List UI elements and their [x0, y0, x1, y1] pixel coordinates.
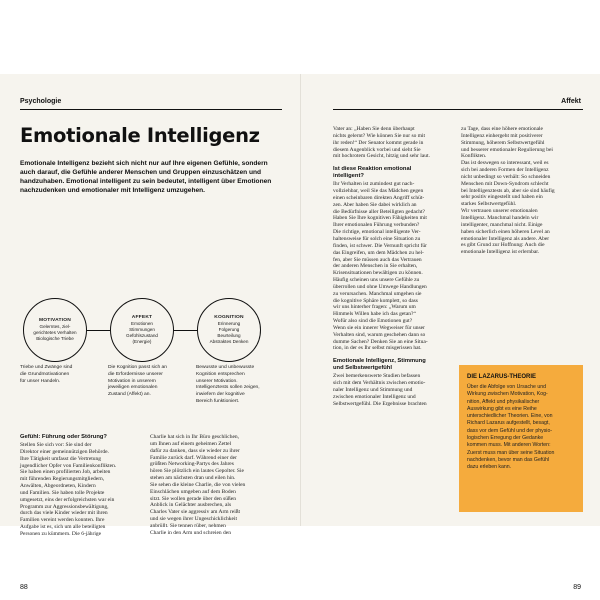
section-label-left: Psychologie: [20, 98, 62, 105]
body-text: Stellen Sie sich vor: Sie sind der Direktor einer gemeinnützigen Behörde. Ihre Tätigkeit umfasst die Vertretung jugendlicher Opfer von Familienkonflikten. Sie haben einen profilierten Job, arbeiten mit führenden Regierungsmitgliedern, Anwälten, Abgeordneten, Kindern und Familien. Sie haben tolle Projekte umgesetzt, eins der erfolgreichsten war ein Programm zur Aggressionsbewältigung, durch das viele Kinder wieder mit ihren Familien vereint werden konnten. Ihre Aufgabe ist es, sich um alle beteiligten Personen zu kümmern. Die 6-jährige: [20, 442, 117, 537]
motivation-description: Triebe und Zwänge sind die Grundmotivationen für unser Handeln.: [20, 365, 73, 384]
kognition-circle: [197, 298, 261, 362]
circle-title: AFFEKT: [131, 315, 153, 320]
affekt-description: Die Kognition passt sich an die Erfordernisse unserer Motivation in unserem jeweiligen emotionalen Zustand (Affekt) an.: [108, 365, 167, 398]
body-text: zu Tage, dass eine höhere emotionale Intelligenz einhergeht mit positiverer Stimmung, höherem Selbstwertgefühl und besserer emotionaler Regulierung bei Konflikten. Das ist deswegen so interessant, weil es sich bei anderen Formen der Intelligenz nicht unbedingt so verhält: So schneiden Menschen mit Down-Syndrom schlecht bei Intelligenztests ab, aber sie sind häufig sehr positiv eingestellt und haben ein starkes Selbstwertgefühl. Wir vertrauen unserer emotionalen Intelligenz. Manchmal handeln wir intelligenter, manchmal nicht. Einige haben sicherlich einen höheren Level an emotionaler Intelligenz als andere. Aber es gibt Grund zur Hoffnung: Auch die emotionale Intelligenz ist erlernbar.: [461, 126, 555, 256]
connector-line: [87, 330, 110, 331]
header-rule-right: [333, 109, 583, 110]
kognition-description: Bewusste und unbewusste Kognition entsprechen unserer Motivation. Intelligenztests sollen zeigen, inwiefern der kognitive Bereich funktioniert.: [196, 365, 260, 404]
text-column-1: [20, 434, 146, 538]
affekt-circle: [110, 298, 174, 362]
motivation-circle: [23, 298, 87, 362]
header-rule-left: [20, 109, 282, 110]
page-title: Emotionale Intelligenz: [20, 124, 260, 147]
circle-text: Gelerntes, ziel- gerichtetes Verhalten Biologische Triebe: [33, 324, 77, 341]
left-page: [0, 74, 300, 591]
section-heading: Emotionale Intelligenz, Stimmung und Selbstwertgefühl: [333, 358, 426, 372]
section-heading: Ist diese Reaktion emotional intelligent?: [333, 166, 412, 180]
page-number-right: 89: [573, 584, 581, 591]
text-column-4: [461, 126, 583, 256]
body-text: Vater an: „Haben Sie denn überhaupt nichts gelernt? Wie können Sie nur so mit ihr reden!“ Der Senator kommt gerade in diesem Augenblick vorbei und sieht Sie mit hochrotem Gesicht, hitzig und sehr laut.: [333, 126, 430, 160]
page-number-left: 88: [20, 584, 28, 591]
body-text: Zwei bemerkenswerte Studien befassen sich mit dem Verhältnis zwischen emotio- naler Intelligenz und Stimmung und zwischen emotionaler Intelligenz und Selbstwertgefühl. Die Ergebnisse brachten: [333, 373, 427, 407]
circle-title: KOGNITION: [214, 315, 244, 320]
book-spread: [0, 74, 600, 591]
section-label-right: Affekt: [561, 98, 581, 105]
body-text: Charlie hat sich in Ihr Büro geschlichen, um Ihnen auf einem geheimen Zettel dafür zu danken, dass sie wieder zu ihrer Familie zurück darf. Während einer der größten Networking-Partys des Jahres hören Sie plötzlich ein lautes Gepolter. Sie stehen am nächsten dran und eilen hin. Sie sehen die kleine Charlie, die von vielen Einschlächen umgeben auf dem Boden sitzt. Sie wollen gerade über den süßen Anblick in Gelächter ausbrechen, als Charles Vater sie aggressiv am Arm reißt und sie wegen ihrer Ungeschicklichkeit anbrüllt. Sie tennen rüber, nehmen Charlie in den Arm und schreien den: [150, 434, 246, 536]
sidebar-text: Über die Abfolge von Ursache und Wirkung zwischen Motivation, Kog- nition, Affekt und physikalischer Auswirkung gibt es eine Reihe unterschiedlicher Theorien. Eine, von Richard Lazarus aufgestellt, besagt, dass vor dem Gefühl und der physio- logischen Erregung der Gedanke kommen muss. Mit anderen Worten: Zuerst muss man über seine Situation nachdenken, bevor man das Gefühl dazu erleben kann.: [467, 384, 555, 471]
lazarus-sidebar-box: [459, 365, 583, 512]
connector-line: [174, 330, 197, 331]
lead-paragraph: Emotionale Intelligenz bezieht sich nicht nur auf Ihre eigenen Gefühle, sondern auch darauf, die Gefühle anderer Menschen und Gruppen einzuschätzen und handzuhaben. Emotional intelligent zu sein bedeutet, intelligent über Emotionen nachzudenken und emotionaler mit Intelligenz umzugehen.: [20, 160, 272, 194]
body-text: Ihr Verhalten ist zumindest gut nach- vollziehbar, weil Sie das Mädchen gegen einen scheinbaren direkten Angriff schüt- zen. Aber haben Sie dabei wirklich an die Bedürfnisse aller Beteiligten gedacht? Haben Sie Ihre kognitiven Fähigkeiten mit Ihrer emotionalen Führung verbunden? Die richtige, emotional intelligente Ver- haltensweise für solch eine Situation zu finden, ist schwer. Die Vernunft spricht für das Eingreifen, um dem Mädchen zu hel- fen, aber Sie müssen auch das Vertrauen der anderen Menschen in Sie erhalten, Krisensituationen bewältigen zu können. Häufig scheinen uns unsere Gefühle zu überrollen und ohne Umwege Handlungen zu verursachen. Manchmal umgehen sie die kognitive Sphäre komplett, so dass wir uns hinterher fragen: „Warum um Himmels Willen habe ich das getan?“ Wofür also sind die Emotionen gut? Wenn sie ein innerer Wegweiser für unser Verhalten sind, warum geschehen dann so dumme Sachen? Denken Sie an eine Situa- tion, in der es Ihr selbst misgerissen hat.: [333, 181, 428, 352]
section-heading: Gefühl: Führung oder Störung?: [20, 434, 107, 440]
text-column-3: [333, 126, 459, 408]
circle-text: Emotionen Stimmungen Gefühlszustand (Energie): [126, 321, 158, 344]
circle-text: Erinnerung Folgerung Beurteilung Abstraktes Denken: [209, 321, 249, 344]
circle-title: MOTIVATION: [39, 318, 71, 323]
text-column-2: [150, 434, 282, 537]
sidebar-title: DIE LAZARUS-THEORIE: [467, 374, 536, 380]
